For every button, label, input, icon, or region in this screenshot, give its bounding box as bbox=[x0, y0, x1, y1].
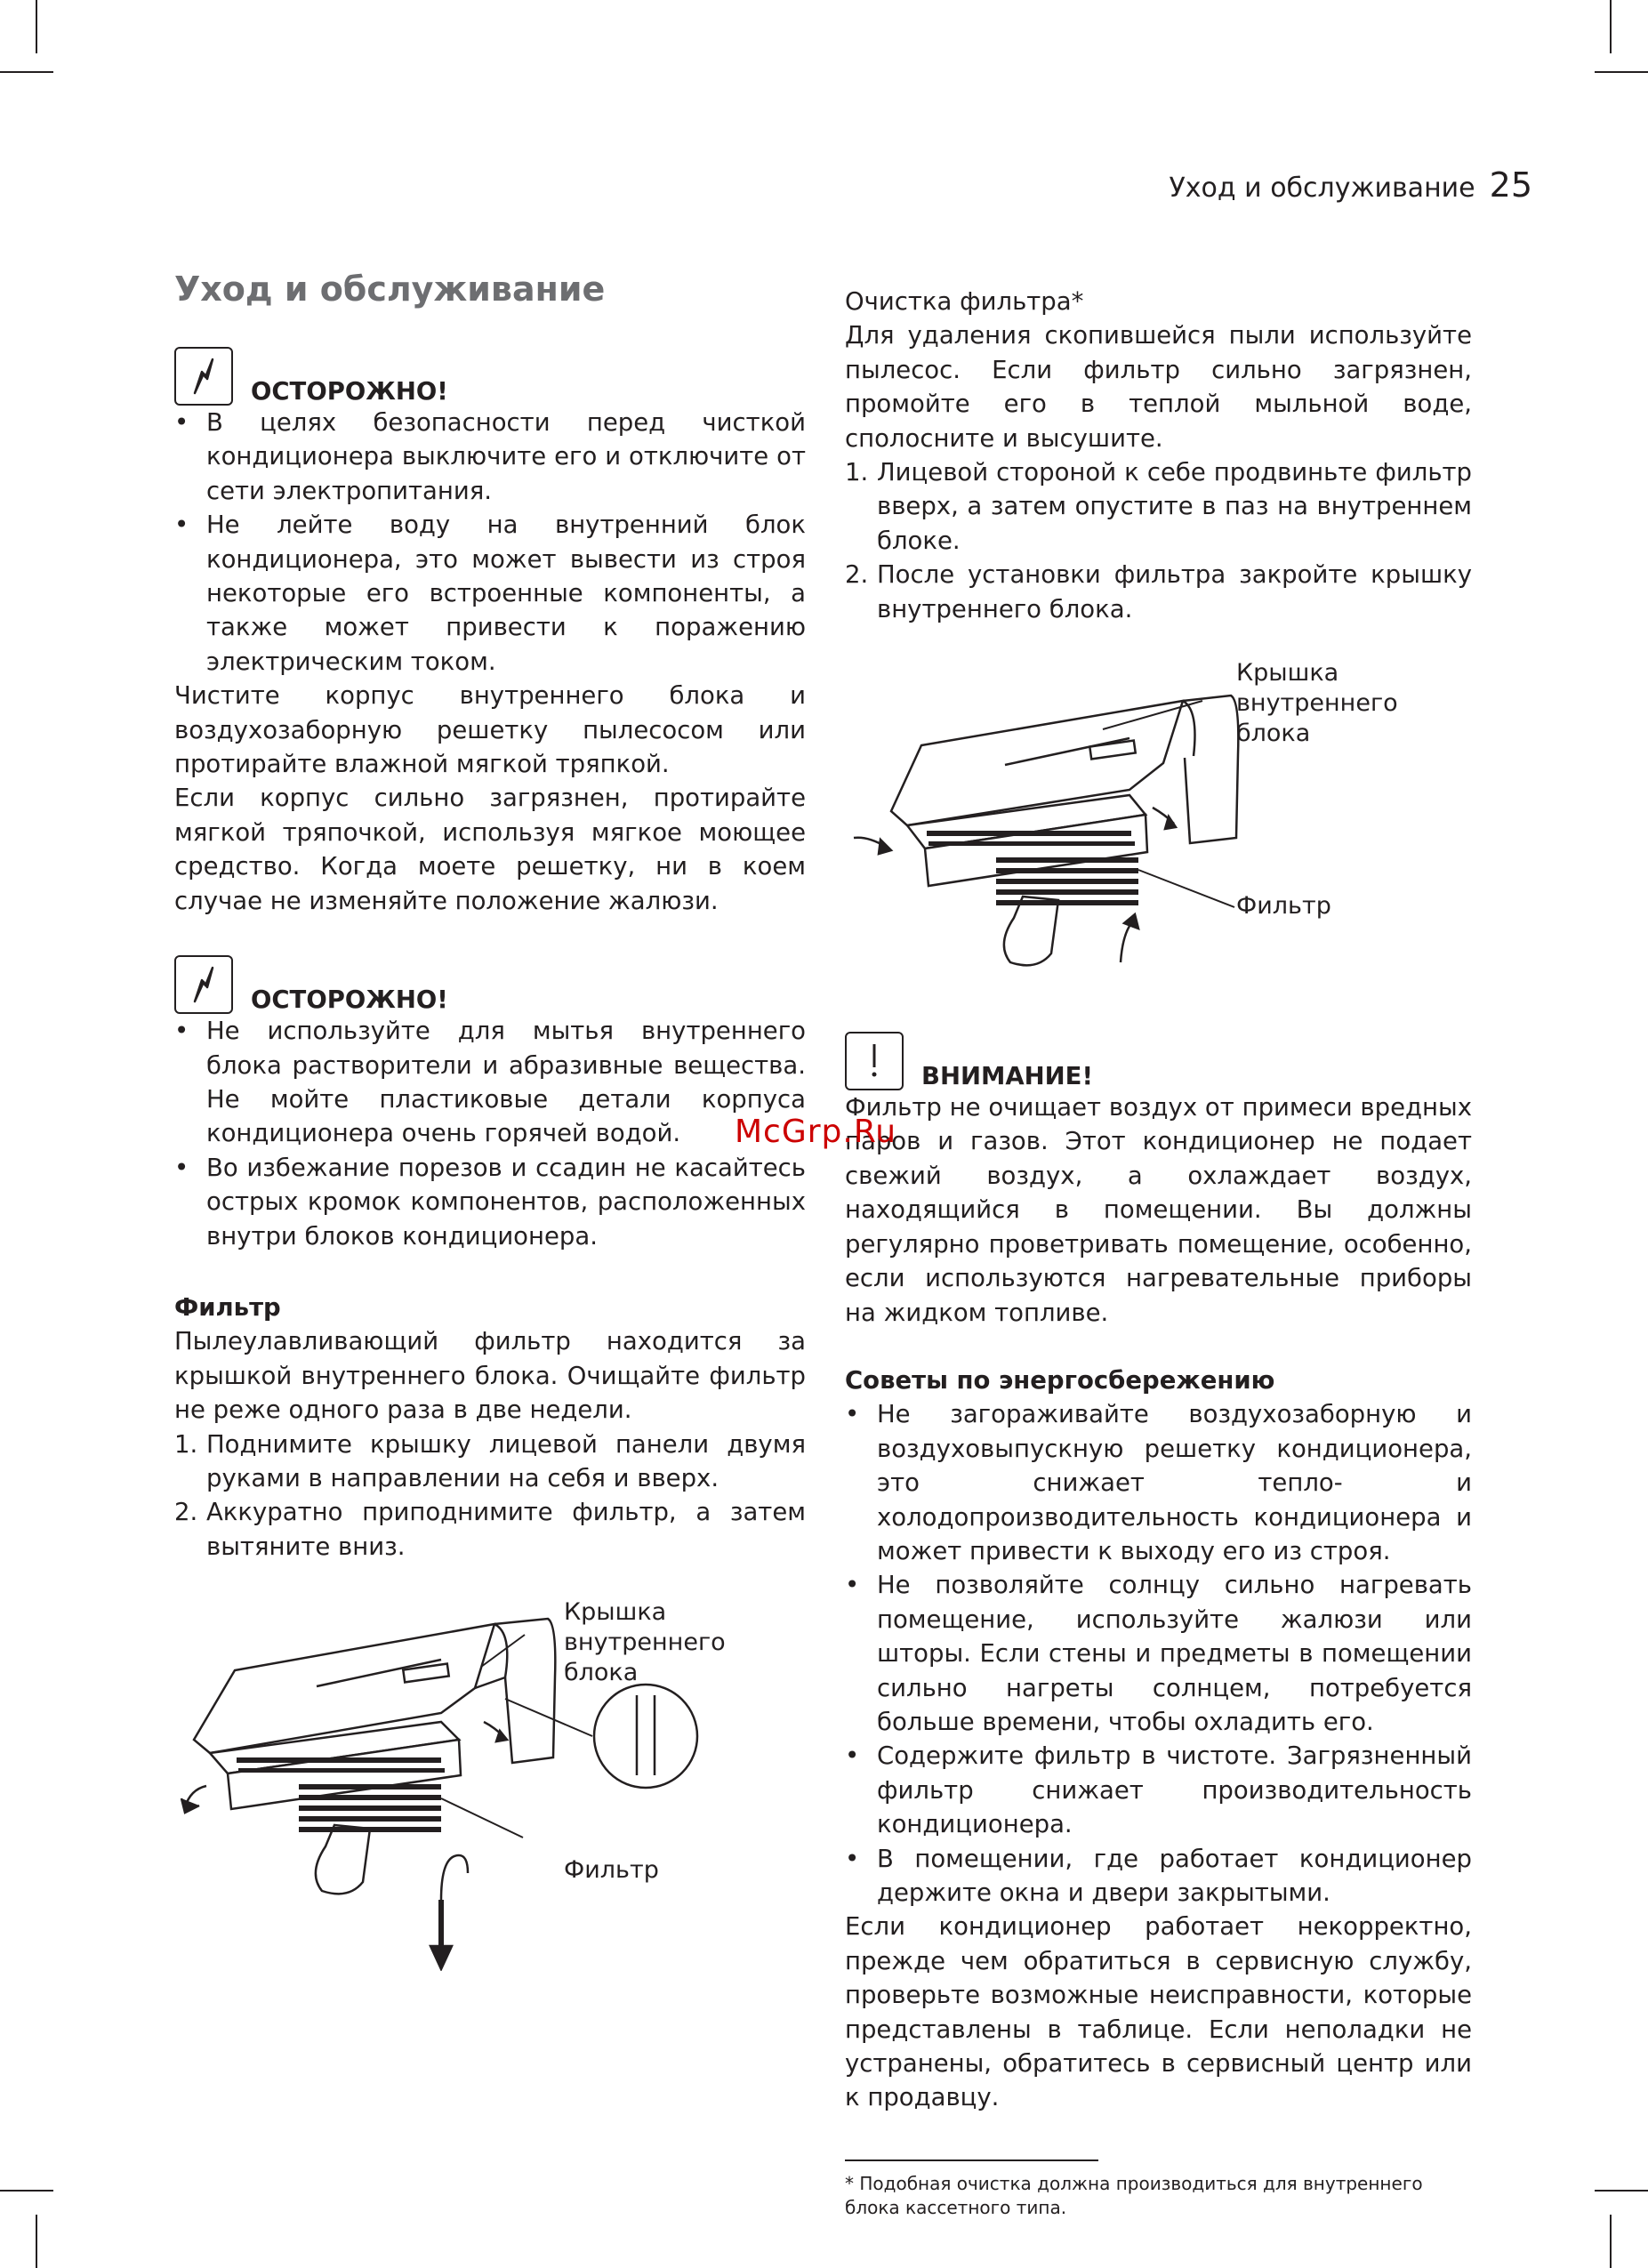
watermark: McGrp.Ru bbox=[735, 1114, 897, 1150]
left-column bbox=[174, 267, 806, 1971]
attention-block bbox=[845, 1032, 1472, 1090]
filter-install-steps bbox=[845, 455, 1472, 626]
caution-title: ОСТОРОЖНО! bbox=[251, 985, 448, 1015]
body-paragraph: Чистите корпус внутреннего блока и воздухозаборную решетку пылесосом или протирайте влажной мягкой тряпкой. bbox=[174, 681, 806, 779]
list-item: 1. Лицевой стороной к себе продвиньте фильтр вверх, а затем опустите в паз на внутреннем блоке. bbox=[845, 458, 1472, 555]
list-item: • Во избежание порезов и ссадин не касайтесь острых кромок компонентов, расположенных внутри блоков кондиционера. bbox=[174, 1151, 806, 1253]
cleaning-title: Очистка фильтра* bbox=[845, 287, 1084, 316]
energy-tips-list bbox=[845, 1397, 1472, 1910]
page-number: 25 bbox=[1489, 165, 1532, 205]
cleaning-paragraph: Для удаления скопившейся пыли используйте пылесос. Если фильтр сильно загрязнен, промойте его в теплой мыльной воде, сполосните и высушите. bbox=[845, 321, 1472, 453]
caution-block-2 bbox=[174, 955, 806, 1014]
figure-label-cover: Крышка внутреннего блока bbox=[564, 1598, 726, 1687]
running-header bbox=[1170, 165, 1533, 205]
list-item: • Не лейте воду на внутренний блок кондиционера, это может вывести из строя некоторые его встроенные компоненты, а также может привести к поражению электрическим током. bbox=[174, 508, 806, 679]
caution-list-2 bbox=[174, 1014, 806, 1253]
figure-label-filter: Фильтр bbox=[1236, 892, 1331, 921]
header-section: Уход и обслуживание bbox=[1169, 173, 1475, 204]
list-item: • В помещении, где работает кондиционер держите окна и двери закрытыми. bbox=[845, 1842, 1472, 1910]
filter-heading: Фильтр bbox=[174, 1292, 281, 1322]
exclamation-icon bbox=[845, 1032, 904, 1090]
filter-paragraph: Пылеулавливающий фильтр находится за крышкой внутреннего блока. Очищайте фильтр не реже одного раза в две недели. bbox=[174, 1327, 806, 1425]
right-column bbox=[845, 285, 1472, 2220]
crop-mark bbox=[1595, 2190, 1648, 2192]
list-item: 1. Поднимите крышку лицевой панели двумя руками в направлении на себя и вверх. bbox=[174, 1429, 806, 1492]
crop-mark bbox=[1610, 0, 1612, 53]
figure-label-cover: Крышка внутреннего блока bbox=[1236, 659, 1398, 748]
footnote-divider bbox=[845, 2159, 1098, 2161]
caution-lightning-icon bbox=[174, 347, 233, 406]
list-item: • Не используйте для мытья внутреннего блока растворители и абразивные вещества. Не мойте пластиковые детали корпуса кондиционера очень горячей водой. bbox=[174, 1014, 806, 1151]
crop-mark bbox=[1595, 71, 1648, 73]
crop-mark bbox=[1610, 2215, 1612, 2268]
energy-heading: Советы по энергосбережению bbox=[845, 1365, 1275, 1395]
crop-mark bbox=[36, 0, 37, 53]
filter-install-figure bbox=[845, 651, 1476, 1007]
caution-title: ОСТОРОЖНО! bbox=[251, 377, 448, 406]
filter-removal-steps bbox=[174, 1428, 806, 1564]
attention-text: Фильтр не очищает воздух от примеси вредных паров и газов. Этот кондиционер не подает свежий воздух, а охлаждает воздух, находящийся в помещении. Вы должны регулярно проветривать помещение, особенно, если используются нагревательные приборы на жидком топливе. bbox=[845, 1093, 1472, 1327]
crop-mark bbox=[0, 2190, 53, 2192]
caution-list-1 bbox=[174, 406, 806, 679]
crop-mark bbox=[0, 71, 53, 73]
list-item: • Не позволяйте солнцу сильно нагревать помещение, используйте жалюзи или шторы. Если стены и предметы в помещении сильно нагреты солнцем, потребуется больше времени, чтобы охладить его. bbox=[845, 1568, 1472, 1739]
figure-label-filter: Фильтр bbox=[564, 1856, 659, 1885]
closing-paragraph: Если кондиционер работает некорректно, прежде чем обратиться в сервисную службу, проверьте возможные неисправности, которые представлены в таблице. Если неполадки не устранены, обратитесь в сервисный центр или к продавцу. bbox=[845, 1912, 1472, 2112]
list-item: 2. Аккуратно приподнимите фильтр, а затем вытяните вниз. bbox=[174, 1498, 806, 1561]
list-item: • Не загораживайте воздухозаборную и воздуховыпускную решетку кондиционера, это снижает тепло- и холодопроизводительность кондиционера и может привести к выходу его из строя. bbox=[845, 1397, 1472, 1568]
attention-title: ВНИМАНИЕ! bbox=[921, 1062, 1093, 1091]
list-item: • Содержите фильтр в чистоте. Загрязненный фильтр снижает производительность кондиционера. bbox=[845, 1739, 1472, 1841]
caution-block-1 bbox=[174, 347, 806, 406]
footnote: * Подобная очистка должна производиться для внутреннего блока кассетного типа. bbox=[845, 2172, 1423, 2218]
list-item: • В целях безопасности перед чисткой кондиционера выключите его и отключите от сети электропитания. bbox=[174, 406, 806, 508]
crop-mark bbox=[36, 2215, 37, 2268]
filter-removal-figure bbox=[174, 1588, 806, 1971]
body-paragraph: Если корпус сильно загрязнен, протирайте мягкой тряпочкой, используя мягкое моющее средство. Когда моете решетку, ни в коем случае не изменяйте положение жалюзи. bbox=[174, 784, 806, 915]
list-item: 2. После установки фильтра закройте крышку внутреннего блока. bbox=[845, 560, 1472, 623]
page-title: Уход и обслуживание bbox=[174, 269, 606, 309]
caution-lightning-icon bbox=[174, 955, 233, 1014]
